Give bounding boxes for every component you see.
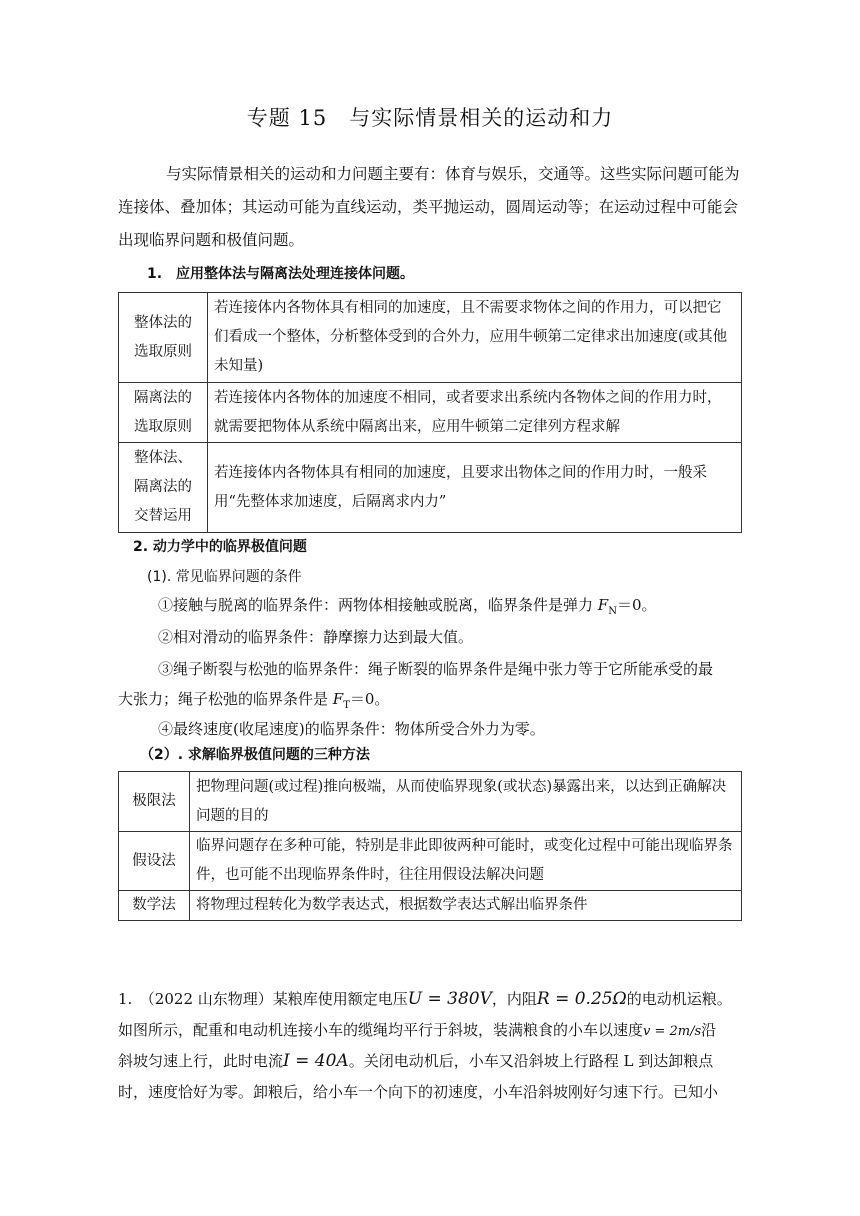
c1-post: ＝0。 [616, 596, 657, 614]
method-table [118, 292, 742, 533]
condition-2: ②相对滑动的临界条件：静摩擦力达到最大值。 [158, 628, 474, 646]
row-text: 临界问题存在多种可能，特别是非此即彼两种可能时，或变化过程中可能出现临界条件，也可能不出现临界条件时，往往用假设法解决问题 [190, 832, 742, 891]
c3-sub: T [343, 700, 350, 711]
row-label [119, 443, 208, 533]
condition-3-line2 [118, 688, 389, 711]
section1-heading: 1. 应用整体法与隔离法处理连接体问题。 [147, 266, 415, 282]
page-title: 专题 15 与实际情景相关的运动和力 [246, 106, 614, 130]
table-row [119, 772, 742, 832]
section2-heading: 2. 动力学中的临界极值问题 [133, 539, 307, 555]
l2-pre: 如图所示，配重和电动机连接小车的缆绳均平行于斜坡，装满粮食的小车以速度 [118, 1021, 644, 1039]
eq-resistance: R = 0.25Ω [536, 989, 627, 1009]
row-text: 若连接体内各物体具有相同的加速度，且要求出物体之间的作用力时，一般采用“先整体求加速度，后隔离求内力” [208, 443, 742, 533]
table-row [119, 891, 742, 921]
eq-voltage: U = 380V [407, 989, 492, 1009]
problem-line-1 [118, 984, 746, 1015]
condition-3-line1: ③绳子断裂与松弛的临界条件：绳子断裂的临界条件是绳中张力等于它所能承受的最 [158, 660, 714, 678]
row-text: 若连接体内各物体具有相同的加速度，且不需要求物体之间的作用力，可以把它们看成一个整体，分析整体受到的合外力，应用牛顿第二定律求出加速度(或其他未知量) [208, 293, 742, 383]
table-row [119, 832, 742, 891]
c1-var: F [597, 596, 609, 614]
label-text: 隔离法的选取原则 [134, 389, 192, 435]
row-label: 数学法 [119, 891, 190, 921]
label-text: 整体法的选取原则 [134, 314, 192, 360]
p3: 的电动机运粮。 [626, 990, 732, 1008]
p2: ，内阻 [491, 990, 537, 1008]
row-text: 把物理问题(或过程)推向极端，从而使临界现象(或状态)暴露出来，以达到正确解决问题的目的 [190, 772, 742, 832]
eq-velocity: v = 2m/s [643, 1024, 702, 1039]
critical-method-table [118, 771, 742, 921]
c3-pre: 大张力；绳子松弛的临界条件是 [118, 690, 333, 708]
intro-paragraph: 与实际情景相关的运动和力问题主要有：体育与娱乐，交通等。这些实际问题可能为连接体、叠加体；其运动可能为直线运动，类平抛运动，圆周运动等；在运动过程中可能会出现临界问题和极值问题。 [118, 165, 740, 249]
c3-var: F [332, 690, 344, 708]
row-label [119, 293, 208, 383]
row-text: 若连接体内各物体的加速度不相同，或者要求出系统内各物体之间的作用力时，就需要把物体从系统中隔离出来，应用牛顿第二定律列方程求解 [208, 383, 742, 443]
sub-heading-1: (1). 常见临界问题的条件 [147, 569, 302, 585]
eq-current: I = 40A [283, 1051, 349, 1071]
l2-post: 沿 [701, 1021, 717, 1039]
row-label [119, 383, 208, 443]
c1-sub: N [608, 606, 617, 617]
table-row [119, 443, 742, 533]
label-text: 整体法、隔离法的交替运用 [134, 450, 192, 524]
condition-4: ④最终速度(收尾速度)的临界条件：物体所受合外力为零。 [158, 720, 545, 738]
row-text: 将物理过程转化为数学表达式，根据数学表达式解出临界条件 [190, 891, 742, 921]
problem-line-2 [118, 1015, 746, 1047]
l3-pre: 斜坡匀速上行，此时电流 [118, 1052, 284, 1070]
l3-post: 。关闭电动机后，小车又沿斜坡上行路程 L 到达卸粮点 [348, 1052, 714, 1070]
table-row [119, 293, 742, 383]
row-label: 极限法 [119, 772, 190, 832]
table-row [119, 383, 742, 443]
c3-post: ＝0。 [349, 690, 390, 708]
row-label: 假设法 [119, 832, 190, 891]
problem-line-4: 时，速度恰好为零。卸粮后，给小车一个向下的初速度，小车沿斜坡刚好匀速下行。已知小 [118, 1083, 719, 1101]
problem-line-3 [118, 1046, 746, 1077]
sub-heading-2: （2）. 求解临界极值问题的三种方法 [140, 747, 370, 763]
p1: 1. （2022 山东物理）某粮库使用额定电压 [118, 990, 408, 1008]
condition-1 [158, 594, 657, 617]
c1-pre: ①接触与脱离的临界条件：两物体相接触或脱离，临界条件是弹力 [158, 596, 598, 614]
